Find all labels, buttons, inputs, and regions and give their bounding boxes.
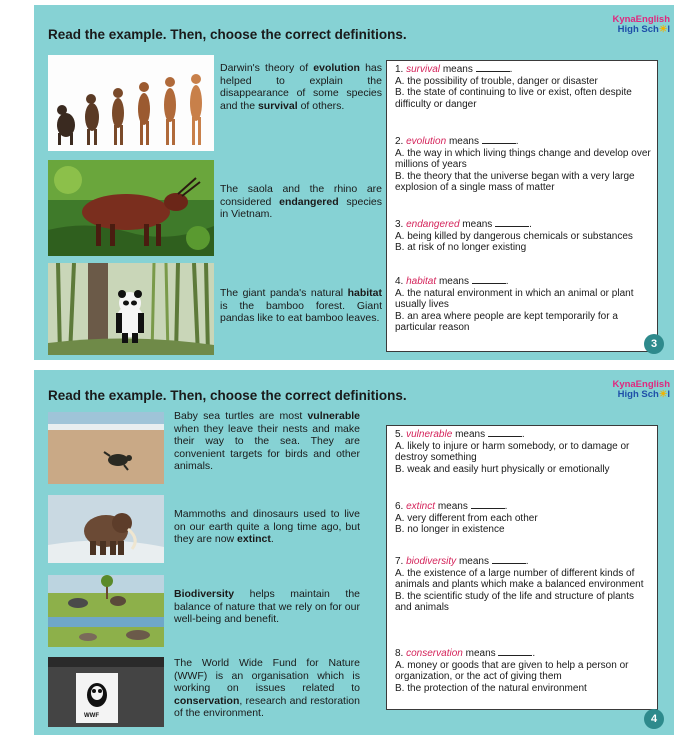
question-4: 4. habitat means . A. the natural environment in which an animal or plant usually lives B. an area where people are kept temporarily for a particular reason	[395, 276, 651, 334]
passage-wwf	[174, 657, 360, 720]
passage-panda	[220, 287, 382, 325]
question-means: means	[455, 429, 486, 440]
brand-name: KynaEnglish	[612, 379, 670, 390]
passage-mammoths	[174, 508, 360, 546]
passage-text: of others.	[297, 99, 345, 112]
passage-biodiversity	[174, 588, 360, 626]
brand-logo	[612, 15, 670, 35]
option-a[interactable]: A. likely to injure or harm somebody, or to damage or destroy something	[395, 440, 630, 463]
key-word-conservation: conservation	[174, 694, 240, 707]
brand-sub-end: l	[667, 389, 670, 400]
slide-title: Read the example. Then, choose the correct definitions.	[48, 388, 407, 403]
answer-blank[interactable]	[492, 556, 526, 564]
key-word-endangered: endangered	[279, 195, 339, 208]
question-number: 4.	[395, 276, 404, 287]
option-a[interactable]: A. the natural environment in which an animal or plant usually lives	[395, 287, 634, 310]
answer-blank[interactable]	[488, 429, 522, 437]
key-word-vulnerable: vulnerable	[307, 410, 360, 422]
passage-text: The saola and the rhino are considered	[220, 183, 382, 208]
question-6: 6. extinct means . A. very different from each other B. no longer in existence	[395, 501, 651, 536]
passage-text: has helped to explain the disappearance of some species and the	[220, 62, 382, 112]
answer-blank[interactable]	[476, 64, 510, 72]
sun-icon: ☀	[658, 389, 668, 400]
question-word: evolution	[406, 136, 447, 147]
question-5: 5. vulnerable means . A. likely to injure or harm somebody, or to damage or destroy something B. weak and easily hurt physically or emotionally	[395, 429, 651, 475]
question-means: means	[458, 556, 489, 567]
answer-blank[interactable]	[472, 276, 506, 284]
page-number: 4	[644, 709, 664, 729]
question-means: means	[437, 501, 468, 512]
question-number: 7.	[395, 556, 404, 567]
brand-sub-end: l	[667, 24, 670, 35]
question-word: endangered	[406, 219, 460, 230]
passage-text: Darwin's theory of	[220, 62, 314, 74]
question-means: means	[448, 136, 479, 147]
wwf-logo-text: WWF	[84, 713, 99, 719]
option-a[interactable]: A. money or goods that are given to help a person or organization, or the act of giving them	[395, 659, 629, 682]
question-means: means	[462, 219, 493, 230]
question-1: 1. survival means . A. the possibility of trouble, danger or disaster B. the state of continuing to live or exist, often despite difficulty or danger	[395, 64, 651, 110]
question-7: 7. biodiversity means . A. the existence of a large number of different kinds of animals and plants which make a balanced environment B. the scientific study of the life and structure of plants and animals	[395, 556, 651, 614]
option-a[interactable]: A. being killed by dangerous chemicals or substances	[395, 230, 633, 242]
saola-image	[48, 160, 214, 256]
page-number: 3	[644, 334, 664, 354]
passage-turtles	[174, 410, 360, 473]
question-means: means	[438, 276, 469, 287]
passage-text: Mammoths and dinosaurs used to live on our earth quite a long time ago, but they are now	[174, 508, 360, 545]
passage-text: is the bamboo forest. Giant pandas like to eat bamboo leaves.	[220, 299, 382, 324]
passage-text: when they leave their nests and make their way to the sea. They are convenient targets for birds and other animals.	[174, 422, 360, 472]
answer-blank[interactable]	[495, 219, 529, 227]
question-word: vulnerable	[406, 429, 453, 440]
passage-text: , research and restoration of the environment.	[174, 694, 360, 719]
key-word-habitat: habitat	[347, 287, 382, 299]
slide-page-3	[34, 5, 674, 360]
slide-title: Read the example. Then, choose the correct definitions.	[48, 27, 407, 42]
option-a[interactable]: A. the way in which living things change and develop over millions of years	[395, 147, 651, 170]
brand-sub: High Sch	[617, 24, 659, 35]
question-number: 6.	[395, 501, 404, 512]
answer-blank[interactable]	[498, 648, 532, 656]
question-3: 3. endangered means . A. being killed by dangerous chemicals or substances B. at risk of no longer existing	[395, 219, 651, 254]
sea-turtle-image	[48, 412, 164, 484]
option-b[interactable]: B. the state of continuing to live or exist, often despite difficulty or danger	[395, 87, 632, 110]
answer-blank[interactable]	[482, 136, 516, 144]
panda-image	[48, 263, 214, 355]
question-means: means	[465, 648, 496, 659]
question-word: conservation	[406, 648, 463, 659]
key-word-biodiversity: Biodiversity	[174, 588, 235, 600]
key-word-evolution: evolution	[313, 62, 360, 74]
sun-icon: ☀	[658, 24, 668, 35]
brand-name: KynaEnglish	[612, 14, 670, 25]
passage-text: Baby sea turtles are most	[174, 410, 308, 422]
brand-sub: High Sch	[617, 389, 659, 400]
passage-text: helps maintain the balance of nature that we rely on for our well-being and benefit.	[174, 588, 360, 625]
passage-saola	[220, 183, 382, 221]
option-a[interactable]: A. the possibility of trouble, danger or disaster	[395, 75, 598, 87]
question-word: biodiversity	[406, 556, 457, 567]
answer-blank[interactable]	[471, 501, 505, 509]
option-b[interactable]: B. the scientific study of the life and structure of plants and animals	[395, 590, 635, 613]
mammoth-image	[48, 495, 164, 563]
question-number: 5.	[395, 429, 404, 440]
option-b[interactable]: B. the theory that the universe began with a very large explosion of a single mass of matter	[395, 170, 635, 193]
question-number: 3.	[395, 219, 404, 230]
question-8: 8. conservation means . A. money or goods that are given to help a person or organization, or the act of giving them B. the protection of the natural environment	[395, 648, 651, 694]
question-2: 2. evolution means . A. the way in which living things change and develop over millions of years B. the theory that the universe began with a very large explosion of a single mass of matter	[395, 136, 651, 193]
question-word: survival	[406, 64, 441, 75]
wwf-image	[48, 657, 164, 727]
question-number: 1.	[395, 64, 404, 75]
key-word-extinct: extinct	[237, 533, 271, 545]
question-number: 2.	[395, 136, 404, 147]
brand-logo	[612, 380, 670, 400]
passage-text: The giant panda's natural	[220, 287, 348, 299]
option-b[interactable]: B. weak and easily hurt physically or emotionally	[395, 463, 610, 475]
biodiversity-image	[48, 575, 164, 647]
question-means: means	[442, 64, 473, 75]
evolution-image	[48, 55, 214, 151]
passage-evolution	[220, 62, 382, 112]
key-word-survival: survival	[257, 99, 298, 112]
slide-page-4	[34, 370, 674, 735]
option-b[interactable]: B. no longer in existence	[395, 524, 505, 535]
passage-text: The World Wide Fund for Nature (WWF) is an organisation which is working on issues related to	[174, 657, 360, 694]
passage-text: species in Vietnam.	[220, 195, 382, 220]
definitions-box	[386, 60, 658, 352]
question-word: habitat	[406, 276, 437, 287]
question-number: 8.	[395, 648, 404, 659]
option-b[interactable]: B. an area where people are kept temporarily for a particular reason	[395, 310, 618, 333]
question-word: extinct	[406, 501, 436, 512]
option-b[interactable]: B. the protection of the natural environment	[395, 682, 587, 694]
option-a[interactable]: A. very different from each other	[395, 512, 538, 524]
definitions-box	[386, 425, 658, 710]
passage-text: .	[270, 533, 274, 545]
option-a[interactable]: A. the existence of a large number of different kinds of animals and plants which make a balanced environment	[395, 567, 644, 590]
option-b[interactable]: B. at risk of no longer existing	[395, 242, 527, 253]
